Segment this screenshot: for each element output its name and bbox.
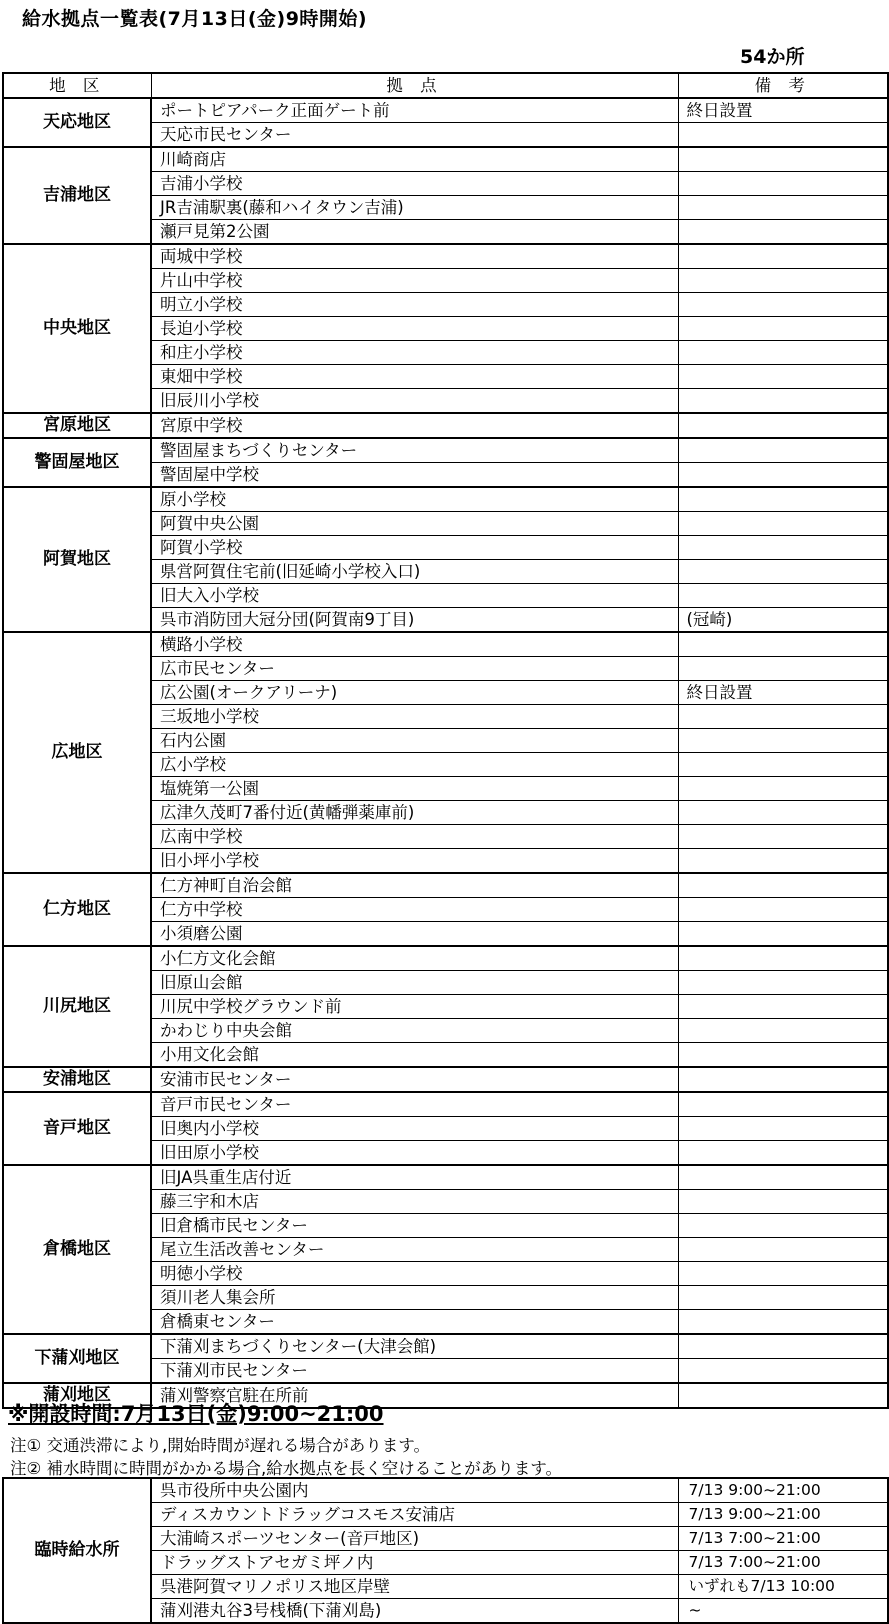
location-cell: 旧JA呉重生店付近 <box>151 1165 678 1190</box>
location-cell: 音戸市民センター <box>151 1092 678 1117</box>
district-cell: 川尻地区 <box>3 946 151 1067</box>
location-cell: 呉港阿賀マリノポリス地区岸壁 <box>151 1575 678 1599</box>
remark-cell <box>678 536 888 560</box>
location-cell: 旧大入小学校 <box>151 584 678 608</box>
remark-cell <box>678 341 888 365</box>
remark-cell <box>678 123 888 148</box>
remark-cell <box>678 365 888 389</box>
remark-cell <box>678 1141 888 1166</box>
header-district: 地 区 <box>3 73 151 98</box>
location-cell: 旧小坪小学校 <box>151 849 678 874</box>
location-cell: 蒲刈港丸谷3号桟橋(下蒲刈島) <box>151 1599 678 1624</box>
location-cell: 両城中学校 <box>151 244 678 269</box>
location-cell: ドラッグストアセガミ坪ノ内 <box>151 1551 678 1575</box>
remark-cell <box>678 922 888 947</box>
location-cell: JR吉浦駅裏(藤和ハイタウン吉浦) <box>151 196 678 220</box>
location-cell: 阿賀中央公園 <box>151 512 678 536</box>
location-cell: かわじり中央会館 <box>151 1019 678 1043</box>
location-cell: 天応市民センター <box>151 123 678 148</box>
remark-cell <box>678 995 888 1019</box>
district-cell: 広地区 <box>3 632 151 873</box>
remark-cell <box>678 1383 888 1408</box>
note-1: 注① 交通渋滞により,開始時間が遅れる場合があります。 <box>10 1436 430 1455</box>
location-cell: 広公園(オークアリーナ) <box>151 681 678 705</box>
location-cell: 明徳小学校 <box>151 1262 678 1286</box>
location-cell: 瀬戸見第2公園 <box>151 220 678 245</box>
location-cell: 東畑中学校 <box>151 365 678 389</box>
location-cell: 広小学校 <box>151 753 678 777</box>
remark-cell <box>678 946 888 971</box>
remark-cell <box>678 293 888 317</box>
remark-cell <box>678 1262 888 1286</box>
location-cell: ポートピアパーク正面ゲート前 <box>151 98 678 123</box>
table-row <box>3 632 888 657</box>
location-cell: 川尻中学校グラウンド前 <box>151 995 678 1019</box>
remark-cell: ~ <box>678 1599 888 1624</box>
remark-cell: 終日設置 <box>678 681 888 705</box>
remark-cell <box>678 1238 888 1262</box>
remark-cell <box>678 1214 888 1238</box>
header-location: 拠 点 <box>151 73 678 98</box>
location-cell: 下蒲刈まちづくりセンター(大津会館) <box>151 1334 678 1359</box>
table-row <box>3 873 888 898</box>
remark-cell: 7/13 9:00~21:00 <box>678 1503 888 1527</box>
remark-cell <box>678 971 888 995</box>
table-row <box>3 147 888 172</box>
remark-cell <box>678 801 888 825</box>
location-cell: 石内公園 <box>151 729 678 753</box>
table-row <box>3 487 888 512</box>
location-cell: 倉橋東センター <box>151 1310 678 1335</box>
remark-cell <box>678 1190 888 1214</box>
temporary-label: 臨時給水所 <box>3 1478 151 1623</box>
location-cell: 三坂地小学校 <box>151 705 678 729</box>
remark-cell: 7/13 7:00~21:00 <box>678 1551 888 1575</box>
location-cell: 大浦崎スポーツセンター(音戸地区) <box>151 1527 678 1551</box>
table-row <box>3 244 888 269</box>
table-header-row <box>3 73 888 98</box>
remark-cell <box>678 632 888 657</box>
location-cell: 小仁方文化会館 <box>151 946 678 971</box>
district-cell: 仁方地区 <box>3 873 151 946</box>
page-title: 給水拠点一覧表(7月13日(金)9時開始) <box>22 8 368 30</box>
remark-cell <box>678 244 888 269</box>
remark-cell <box>678 560 888 584</box>
table-row <box>3 413 888 438</box>
remark-cell <box>678 873 888 898</box>
location-cell: 安浦市民センター <box>151 1067 678 1092</box>
remark-cell <box>678 1310 888 1335</box>
remark-cell: 7/13 9:00~21:00 <box>678 1478 888 1503</box>
remark-cell: (冠崎) <box>678 608 888 633</box>
location-cell: 県営阿賀住宅前(旧延崎小学校入口) <box>151 560 678 584</box>
remark-cell <box>678 1165 888 1190</box>
table-row <box>3 438 888 463</box>
location-cell: 藤三宇和木店 <box>151 1190 678 1214</box>
location-cell: 長迫小学校 <box>151 317 678 341</box>
location-cell: 警固屋まちづくりセンター <box>151 438 678 463</box>
location-cell: 旧奥内小学校 <box>151 1117 678 1141</box>
district-cell: 中央地区 <box>3 244 151 413</box>
remark-cell <box>678 898 888 922</box>
location-cell: 原小学校 <box>151 487 678 512</box>
remark-cell <box>678 438 888 463</box>
location-cell: 明立小学校 <box>151 293 678 317</box>
location-cell: 塩焼第一公園 <box>151 777 678 801</box>
location-cell: 旧田原小学校 <box>151 1141 678 1166</box>
location-cell: 尾立生活改善センター <box>151 1238 678 1262</box>
district-cell: 天応地区 <box>3 98 151 147</box>
location-cell: 広市民センター <box>151 657 678 681</box>
remark-cell: 7/13 7:00~21:00 <box>678 1527 888 1551</box>
remark-cell <box>678 196 888 220</box>
remark-cell <box>678 1043 888 1068</box>
district-cell: 阿賀地区 <box>3 487 151 632</box>
remark-cell <box>678 317 888 341</box>
location-cell: 阿賀小学校 <box>151 536 678 560</box>
remark-cell <box>678 1334 888 1359</box>
table-row <box>3 1334 888 1359</box>
location-cell: 旧辰川小学校 <box>151 389 678 414</box>
location-cell: ディスカウントドラッグコスモス安浦店 <box>151 1503 678 1527</box>
remark-cell <box>678 729 888 753</box>
remark-cell <box>678 657 888 681</box>
location-cell: 小用文化会館 <box>151 1043 678 1068</box>
table-row <box>3 1067 888 1092</box>
location-cell: 宮原中学校 <box>151 413 678 438</box>
remark-cell <box>678 777 888 801</box>
remark-cell <box>678 849 888 874</box>
table-row <box>3 946 888 971</box>
location-cell: 須川老人集会所 <box>151 1286 678 1310</box>
location-cell: 仁方中学校 <box>151 898 678 922</box>
table-row <box>3 1478 888 1503</box>
remark-cell: いずれも7/13 10:00 <box>678 1575 888 1599</box>
note-2: 注② 補水時間に時間がかかる場合,給水拠点を長く空けることがあります。 <box>10 1459 562 1478</box>
remark-cell <box>678 1117 888 1141</box>
header-remarks: 備 考 <box>678 73 888 98</box>
water-supply-table <box>2 72 889 1409</box>
table-row <box>3 1165 888 1190</box>
location-cell: 広南中学校 <box>151 825 678 849</box>
remark-cell <box>678 512 888 536</box>
remark-cell: 終日設置 <box>678 98 888 123</box>
location-cell: 旧原山会館 <box>151 971 678 995</box>
temporary-supply-table <box>2 1477 889 1624</box>
district-cell: 警固屋地区 <box>3 438 151 487</box>
location-cell: 川崎商店 <box>151 147 678 172</box>
location-cell: 横路小学校 <box>151 632 678 657</box>
district-cell: 蒲刈地区 <box>3 1383 151 1408</box>
location-cell: 下蒲刈市民センター <box>151 1359 678 1384</box>
remark-cell <box>678 584 888 608</box>
remark-cell <box>678 753 888 777</box>
remark-cell <box>678 269 888 293</box>
district-cell: 安浦地区 <box>3 1067 151 1092</box>
location-cell: 小須磨公園 <box>151 922 678 947</box>
location-cell: 和庄小学校 <box>151 341 678 365</box>
remark-cell <box>678 220 888 245</box>
remark-cell <box>678 389 888 414</box>
remark-cell <box>678 1359 888 1384</box>
location-cell: 片山中学校 <box>151 269 678 293</box>
remark-cell <box>678 147 888 172</box>
district-cell: 下蒲刈地区 <box>3 1334 151 1383</box>
location-cell: 仁方神町自治会館 <box>151 873 678 898</box>
location-cell: 蒲刈警察官駐在所前 <box>151 1383 678 1408</box>
remark-cell <box>678 463 888 488</box>
location-count: 54か所 <box>740 46 805 68</box>
location-cell: 旧倉橋市民センター <box>151 1214 678 1238</box>
district-cell: 宮原地区 <box>3 413 151 438</box>
district-cell: 音戸地区 <box>3 1092 151 1165</box>
location-cell: 呉市役所中央公園内 <box>151 1478 678 1503</box>
remark-cell <box>678 1019 888 1043</box>
table-row <box>3 98 888 123</box>
location-cell: 吉浦小学校 <box>151 172 678 196</box>
district-cell: 吉浦地区 <box>3 147 151 244</box>
remark-cell <box>678 413 888 438</box>
remark-cell <box>678 172 888 196</box>
table-row <box>3 1092 888 1117</box>
remark-cell <box>678 1067 888 1092</box>
remark-cell <box>678 1092 888 1117</box>
opening-hours: ※開設時間:7月13日(金)9:00~21:00 <box>8 1402 384 1426</box>
location-cell: 広津久茂町7番付近(黄幡弾薬庫前) <box>151 801 678 825</box>
remark-cell <box>678 1286 888 1310</box>
location-cell: 呉市消防団大冠分団(阿賀南9丁目) <box>151 608 678 633</box>
remark-cell <box>678 487 888 512</box>
remark-cell <box>678 825 888 849</box>
remark-cell <box>678 705 888 729</box>
district-cell: 倉橋地区 <box>3 1165 151 1334</box>
location-cell: 警固屋中学校 <box>151 463 678 488</box>
